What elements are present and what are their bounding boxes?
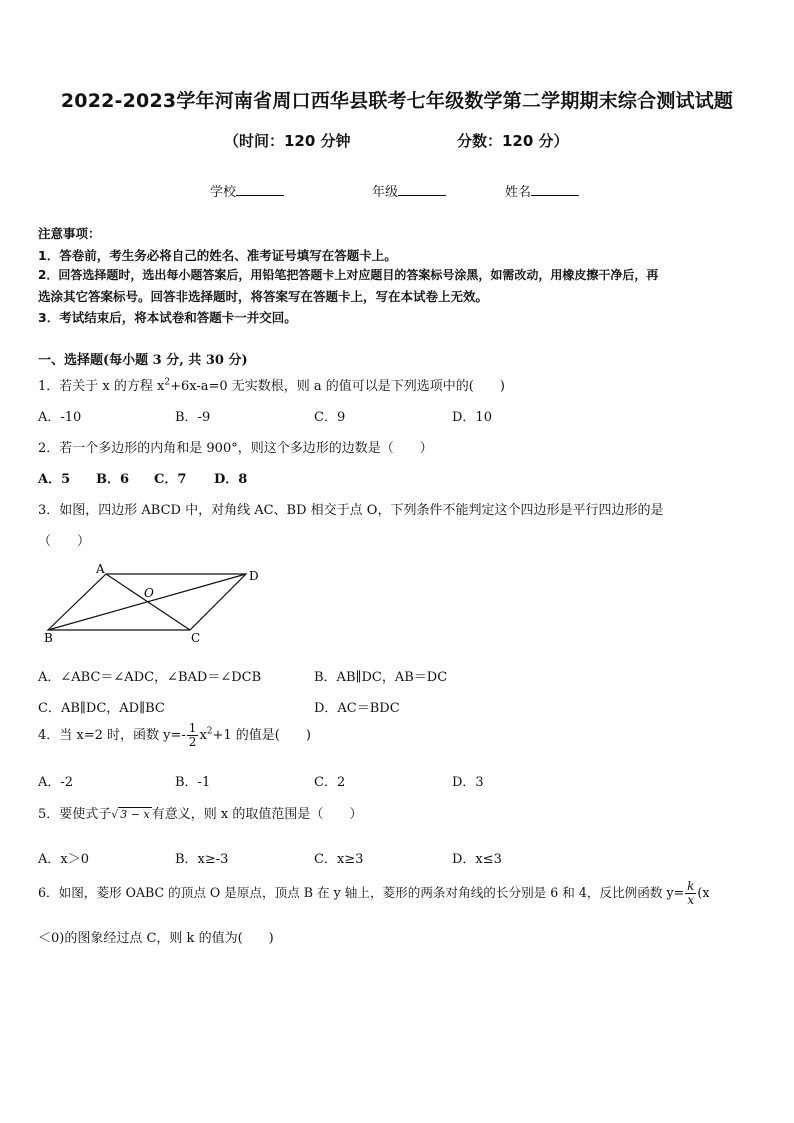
q1-stem-a: 1．若关于 x 的方程 x <box>38 379 165 394</box>
q3-option-c: C．AB∥DC，AD∥BC <box>38 701 165 716</box>
question-2: 2．若一个多边形的内角和是 900°，则这个多边形的边数是（ ） <box>38 441 433 456</box>
q6-fraction <box>685 880 696 907</box>
q3-option-a: A．∠ABC＝∠ADC，∠BAD＝∠DCB <box>38 670 262 685</box>
q3-option-d: D．AC＝BDC <box>314 701 400 716</box>
q1-exponent: 2 <box>164 377 171 388</box>
q6-stem-b: (x <box>697 885 710 900</box>
q6-stem-a: 6．如图，菱形 OABC 的顶点 O 是原点，顶点 B 在 y 轴上，菱形的两条对角线的长分别是 6 和 4，反比例函数 y= <box>38 885 685 900</box>
q3-option-b: B．AB∥DC，AB＝DC <box>314 670 448 685</box>
q4-denominator: 2 <box>188 735 197 749</box>
point-label-o: O <box>144 586 154 600</box>
question-4 <box>38 722 311 749</box>
question-1 <box>38 375 505 394</box>
q6-numerator: k <box>687 879 695 893</box>
q5-option-b: B．x≥-3 <box>175 852 229 867</box>
question-6 <box>38 880 709 907</box>
q5-option-d: D．x≤3 <box>452 852 502 867</box>
name-label: 姓名 <box>505 185 532 200</box>
notice-item-2a: 2．回答选择题时，选出每小题答案后，用铅笔把答题卡上对应题目的答案标号涂黑，如需改动，用橡皮擦干净后，再 <box>38 268 659 282</box>
q5-option-c: C．x≥3 <box>314 852 364 867</box>
q4-option-a: A．-2 <box>38 775 74 790</box>
vertex-label-b: B <box>44 631 53 645</box>
grade-blank <box>398 183 446 196</box>
q4-stem-b: x <box>199 728 207 743</box>
q1-option-d: D．10 <box>452 410 492 425</box>
exam-time: （时间：120 分钟 <box>224 132 351 150</box>
q6-denominator: x <box>687 893 695 907</box>
q4-option-c: C．2 <box>314 775 346 790</box>
q3-answer-paren: （ ） <box>38 534 91 549</box>
notice-heading: 注意事项： <box>38 226 101 241</box>
q5-radicand: 3 − x <box>120 808 150 821</box>
q2-option-a: A．5 <box>38 472 71 487</box>
q1-option-a: A．-10 <box>38 410 82 425</box>
q6-stem-continued: ＜0)的图象经过点 C，则 k 的值为( ) <box>38 931 274 946</box>
vertex-label-a: A <box>96 562 105 576</box>
q1-stem-b: +6x-a=0 无实数根，则 a 的值可以是下列选项中的( ) <box>170 379 505 394</box>
page-title: 2022-2023学年河南省周口西华县联考七年级数学第二学期期末综合测试试题 <box>60 90 734 112</box>
q5-stem-a: 5．要使式子 <box>38 807 112 822</box>
grade-label: 年级 <box>372 185 399 200</box>
q2-option-c: C．7 <box>154 472 187 487</box>
notice-item-3: 3．考试结束后，将本试卷和答题卡一并交回。 <box>38 310 297 325</box>
q5-square-root: √ 3 − x <box>111 808 150 821</box>
q4-stem-a: 4．当 x=2 时，函数 y=- <box>38 728 186 743</box>
q5-option-a: A．x＞0 <box>38 852 89 867</box>
school-label: 学校 <box>210 185 237 200</box>
section-heading: 一、选择题(每小题 3 分, 共 30 分) <box>38 353 248 368</box>
school-field <box>210 181 284 200</box>
question-5 <box>38 803 362 822</box>
grade-field <box>372 181 446 200</box>
name-field <box>505 181 579 200</box>
q4-option-d: D．3 <box>452 775 484 790</box>
q2-option-b: B．6 <box>96 472 130 487</box>
q4-option-b: B．-1 <box>175 775 211 790</box>
parallelogram-figure <box>38 560 268 648</box>
school-blank <box>236 183 284 196</box>
q1-option-b: B．-9 <box>175 410 211 425</box>
q1-option-c: C．9 <box>314 410 346 425</box>
notice-item-1: 1．答卷前，考生务必将自己的姓名、准考证号填写在答题卡上。 <box>38 248 397 263</box>
exam-score: 分数：120 分） <box>457 132 569 150</box>
vertex-label-d: D <box>249 569 259 583</box>
name-blank <box>531 183 579 196</box>
q2-option-d: D．8 <box>214 472 248 487</box>
q4-numerator: 1 <box>188 721 197 735</box>
notice-item-2b: 选涂其它答案标号。回答非选择题时，将答案写在答题卡上，写在本试卷上无效。 <box>38 289 489 304</box>
q4-stem-c: +1 的值是( ) <box>212 728 311 743</box>
question-3: 3．如图，四边形 ABCD 中，对角线 AC、BD 相交于点 O，下列条件不能判定这个四边形是平行四边形的是 <box>38 503 664 518</box>
q4-exponent: 2 <box>206 726 213 737</box>
q5-stem-b: 有意义，则 x 的取值范围是（ ） <box>151 807 363 822</box>
vertex-label-c: C <box>191 631 201 645</box>
q4-fraction <box>187 722 199 749</box>
